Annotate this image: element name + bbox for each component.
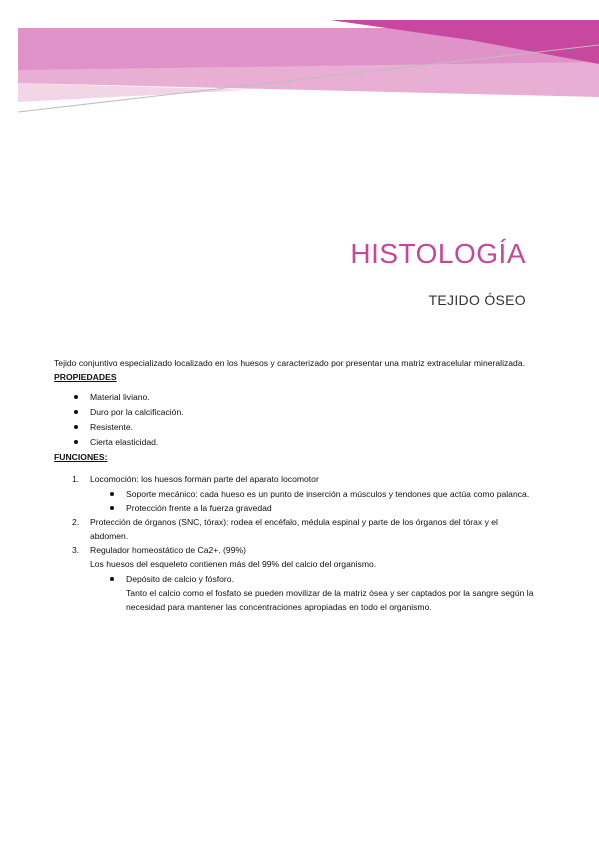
function-text: Locomoción: los huesos forman parte del aparato locomotor (90, 474, 319, 484)
sub-note: Tanto el calcio como el fosfato se pueden movilizar de la matriz ósea y ser captados por la sangre según la necesidad para mantener las concentraciones apropiadas en todo el organismo. (126, 588, 534, 612)
list-item: Resistente. (54, 420, 534, 435)
properties-list (54, 390, 534, 450)
functions-heading: FUNCIONES: (54, 452, 108, 462)
function-item (54, 543, 534, 614)
sub-item-text: Depósito de calcio y fósforo. (126, 574, 234, 584)
function-text: Regulador homeostático de Ca2+. (99%) (90, 545, 246, 555)
properties-heading: PROPIEDADES (54, 372, 117, 382)
function-item (54, 472, 534, 515)
item-number: 1. (72, 474, 80, 484)
item-number: 3. (72, 545, 80, 555)
header-decoration (0, 0, 599, 120)
document-body (54, 356, 534, 614)
functions-list (54, 472, 534, 614)
list-item: Material liviano. (54, 390, 534, 405)
function-item (54, 515, 534, 543)
sub-item: Soporte mecánico: cada hueso es un punto de inserción a músculos y tendones que actúa como palanca. (90, 487, 534, 501)
page-title: HISTOLOGÍA (350, 238, 526, 269)
function-extra: Los huesos del esqueleto contienen más del 99% del calcio del organismo. (90, 559, 377, 569)
sub-item (90, 572, 534, 614)
page-subtitle: TEJIDO ÓSEO (428, 292, 526, 308)
intro-paragraph: Tejido conjuntivo especializado localizado en los huesos y caracterizado por presentar una matriz extracelular mineralizada. (54, 358, 525, 368)
sub-list (90, 487, 534, 515)
list-item: Cierta elasticidad. (54, 435, 534, 450)
sub-list (90, 572, 534, 614)
function-text: Protección de órganos (SNC, tórax): rodea el encéfalo, médula espinal y parte de los órganos del tórax y el abdomen. (90, 517, 498, 541)
list-item: Duro por la calcificación. (54, 405, 534, 420)
item-number: 2. (72, 517, 80, 527)
sub-item: Protección frente a la fuerza gravedad (90, 501, 534, 515)
